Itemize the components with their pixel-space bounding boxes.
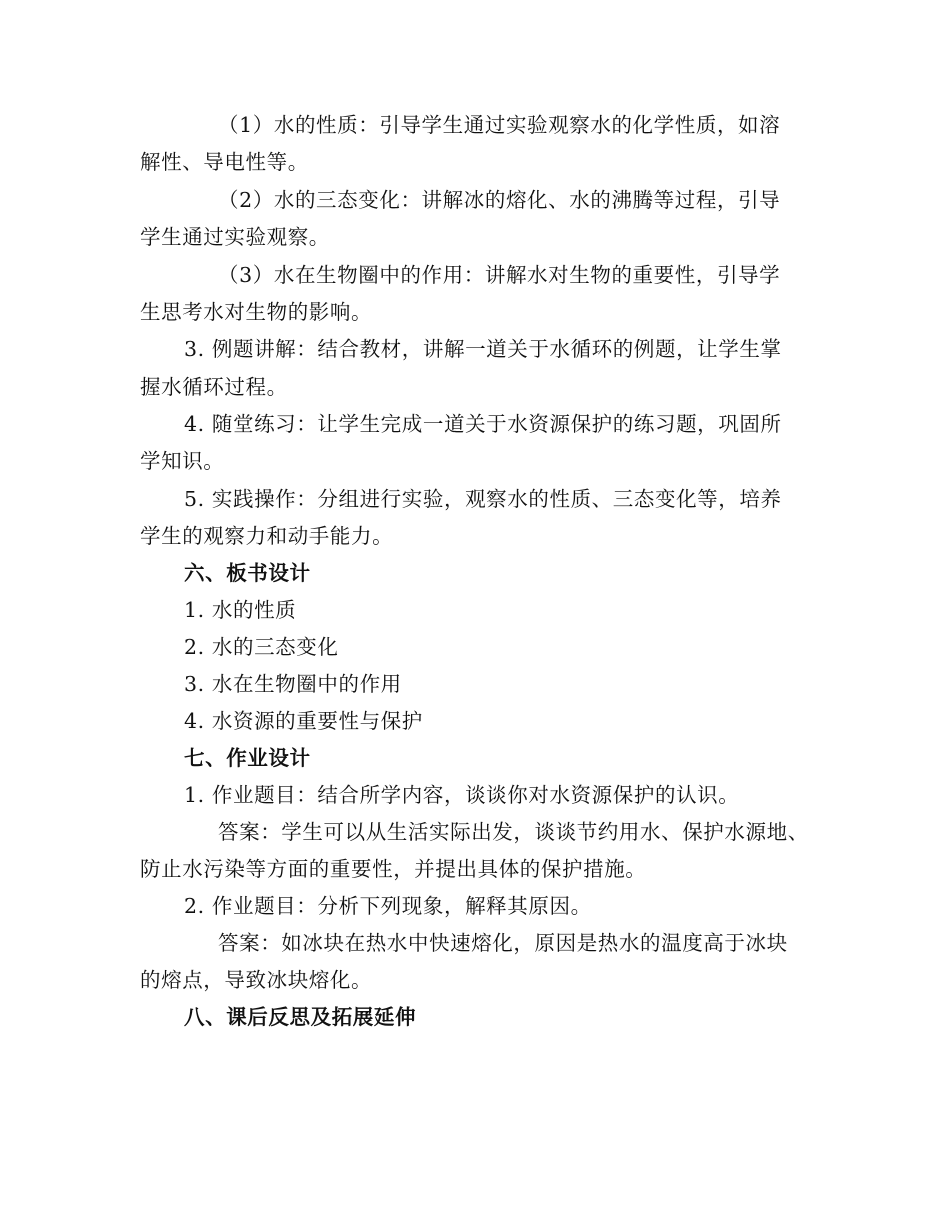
paragraph-line: 的熔点，导致冰块熔化。 [140, 968, 373, 992]
paragraph-line: 2. 作业题目：分析下列现象，解释其原因。 [184, 894, 592, 918]
list-item: 3. 水在生物圈中的作用 [184, 672, 402, 696]
paragraph-line: 握水循环过程。 [140, 375, 288, 399]
section-heading: 六、板书设计 [184, 561, 311, 585]
paragraph-line: 生思考水对生物的影响。 [140, 300, 373, 324]
paragraph-line: 4. 随堂练习：让学生完成一道关于水资源保护的练习题，巩固所 [184, 412, 782, 436]
paragraph-line: 学生通过实验观察。 [140, 225, 330, 249]
paragraph-line: 学知识。 [140, 449, 225, 473]
list-item: 2. 水的三态变化 [184, 635, 339, 659]
paragraph-line: 1. 作业题目：结合所学内容，谈谈你对水资源保护的认识。 [184, 783, 740, 807]
section-heading: 七、作业设计 [184, 746, 311, 770]
paragraph-line: 答案：如冰块在热水中快速熔化，原因是热水的温度高于冰块 [218, 931, 788, 955]
paragraph-line: 解性、导电性等。 [140, 150, 309, 174]
paragraph-line: （3）水在生物圈中的作用：讲解水对生物的重要性，引导学 [218, 263, 781, 287]
list-item: 4. 水资源的重要性与保护 [184, 709, 423, 733]
paragraph-line: 防止水污染等方面的重要性，并提出具体的保护措施。 [140, 857, 647, 881]
paragraph-line: 学生的观察力和动手能力。 [140, 524, 394, 548]
section-heading: 八、课后反思及拓展延伸 [184, 1005, 417, 1029]
paragraph-line: 3. 例题讲解：结合教材，讲解一道关于水循环的例题，让学生掌 [184, 337, 782, 361]
list-item: 1. 水的性质 [184, 598, 297, 622]
paragraph-line: （2）水的三态变化：讲解冰的熔化、水的沸腾等过程，引导 [218, 188, 781, 212]
paragraph-line: （1）水的性质：引导学生通过实验观察水的化学性质，如溶 [218, 113, 781, 137]
paragraph-line: 5. 实践操作：分组进行实验，观察水的性质、三态变化等，培养 [184, 487, 782, 511]
paragraph-line: 答案：学生可以从生活实际出发，谈谈节约用水、保护水源地、 [218, 820, 809, 844]
